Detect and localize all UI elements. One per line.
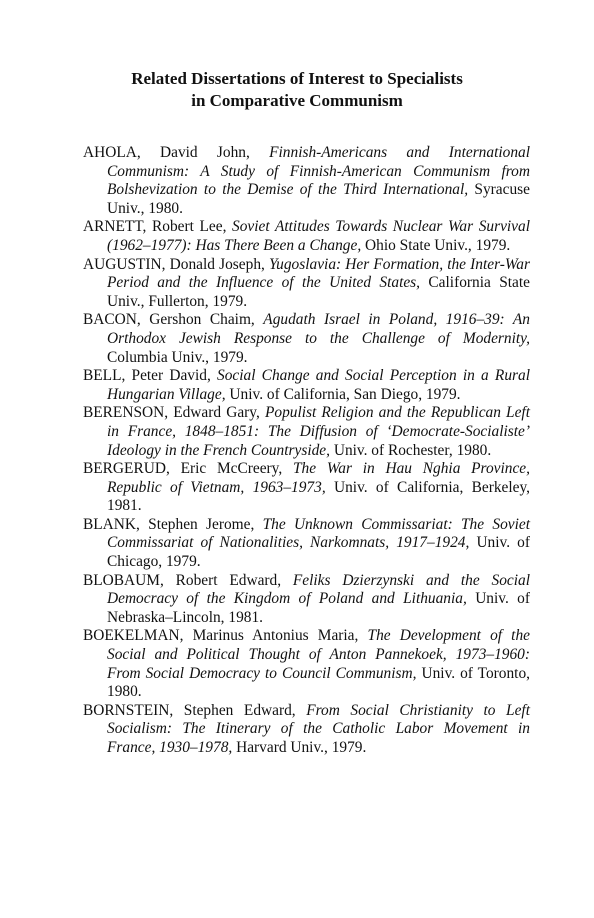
heading-line-2: in Comparative Communism [191,91,403,110]
list-item [83,702,530,758]
entry-author: AUGUSTIN, Donald Joseph, [83,255,265,273]
entry-title: Soviet Attitudes Towards Nuclear War Survival (1962–1977): Has There Been a Change, [107,218,530,254]
heading-line-1: Related Dissertations of Interest to Specialists [131,69,463,88]
entry-author: BELL, Peter David, [83,367,211,385]
entry-title: The Development of the Social and Political Thought of Anton Pannekoek, 1973–1960: From Social Democracy to Council Communism, [107,627,530,682]
entry-author: BACON, Gershon Chaim, [83,311,255,329]
list-item [83,516,530,572]
list-item [83,572,530,628]
entry-author: BERGERUD, Eric McCreery, [83,460,283,478]
list-item [83,404,530,460]
entry-title: The Unknown Commissariat: The Soviet Commissariat of Nationalities, Narkomnats, 1917–1924, [107,515,530,552]
entry-author: BERENSON, Edward Gary, [83,404,260,422]
entry-details: Univ. of Chicago, 1979. [107,534,530,571]
list-item [83,311,530,367]
entry-title: Populist Religion and the Republican Left in France, 1848–1851: The Diffusion of ‘Democrate-Socialiste’ Ideology in the French Countryside, [107,404,530,459]
entry-title: Social Change and Social Perception in a Rural Hungarian Village, [107,367,530,403]
list-item [83,460,530,516]
entry-details: Univ. of California, Berkeley, 1981. [107,478,530,515]
list-item [83,144,530,218]
entry-details: Univ. of Nebraska–Lincoln, 1981. [107,590,530,626]
entry-details: Univ. of Rochester, 1980. [333,441,492,459]
list-item [83,627,530,701]
entry-details: California State Univ., Fullerton, 1979. [107,274,530,310]
entry-author: BORNSTEIN, Stephen Edward, [83,701,296,719]
entry-details: Columbia Univ., 1979. [107,348,248,366]
entry-details: Ohio State Univ., 1979. [365,236,511,254]
entry-title: The War in Hau Nghia Province, Republic of Vietnam, 1963–1973, [107,460,530,496]
entry-details: Harvard Univ., 1979. [236,739,367,756]
entry-title: From Social Christianity to Left Socialism: The Itinerary of the Catholic Labor Movement in France, 1930–1978, [107,701,530,756]
entry-author: BLANK, Stephen Jerome, [83,515,255,533]
entry-details: Syracuse Univ., 1980. [107,181,530,217]
entry-author: ARNETT, Robert Lee, [83,218,227,236]
entry-author: BOEKELMAN, Marinus Antonius Maria, [83,627,359,645]
list-item [83,218,530,255]
entry-title: Finnish-Americans and International Communism: A Study of Finnish-American Communism from Bolshevization to the Demise of the Third International, [107,144,530,199]
entry-details: Univ. of Toronto, 1980. [107,664,530,701]
entry-title: Feliks Dzierzynski and the Social Democracy of the Kingdom of Poland and Lithuania, [107,571,530,608]
page-heading [0,68,594,112]
entry-details: Univ. of California, San Diego, 1979. [229,385,461,403]
dissertation-list [83,144,530,758]
entry-author: AHOLA, David John, [83,144,250,161]
list-item [83,256,530,312]
entry-title: Yugoslavia: Her Formation, the Inter-War Period and the Influence of the United States, [107,255,530,292]
entry-title: Agudath Israel in Poland, 1916–39: An Orthodox Jewish Response to the Challenge of Modernity, [107,311,530,347]
list-item [83,367,530,404]
entry-author: BLOBAUM, Robert Edward, [83,571,282,589]
